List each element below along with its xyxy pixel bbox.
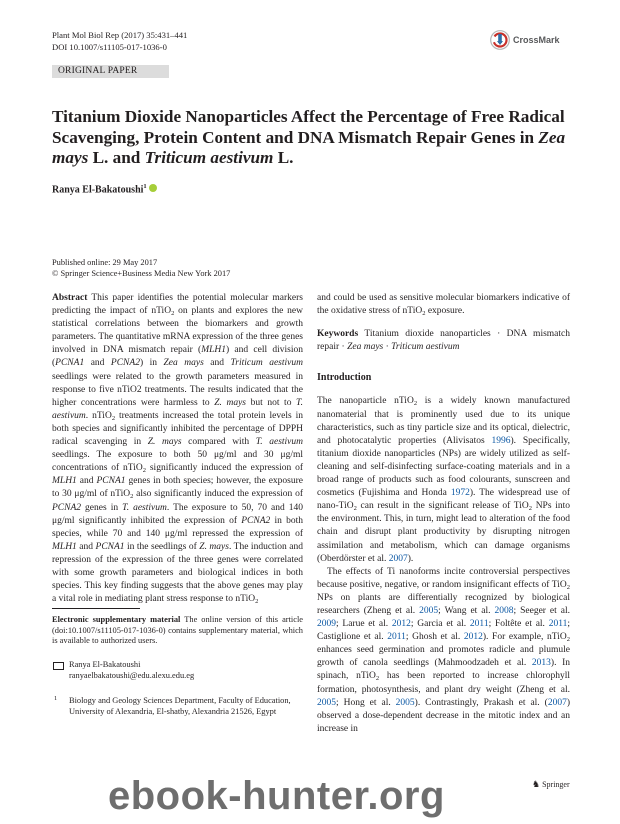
citation-link[interactable]: 2005	[317, 697, 336, 708]
crossmark-badge[interactable]	[490, 30, 570, 52]
citation-link[interactable]: 2012	[391, 619, 411, 630]
contact-name: Ranya El-Bakatoushi	[69, 660, 141, 669]
affiliation	[52, 696, 303, 717]
crossmark-label: CrossMark	[513, 35, 560, 45]
intro-paragraph-1: The nanoparticle nTiO$_2$ is a widely known manufactured nanomaterial that is prominently used due to its unique characteristics, such as tiny particle size and its optical, dielectric, and photocatalytic properties (Alivisatos 1996). Specifically, titanium dioxide nanoparticles (NPs) are widely utilized as self-cleaning and self-disinfecting surface-coating materials and in a broad range of products such as food colourants, sunscreen and cosmetics (Fujishima and Honda 1972). The widespread use of nano-TiO$_2$ can result in the significant release of TiO$_2$ NPs into the environment. This, in turn, might lead to alteration of the food chain and disrupt plant productivity by disrupting nitrogen assimilation and metabolism, which can damage organisms (Oberdörster et al. 2007).	[317, 396, 570, 564]
citation-link[interactable]: 2007	[388, 553, 408, 564]
footnote-rule	[52, 608, 140, 609]
author-name[interactable]: Ranya El-Bakatoushi	[52, 184, 144, 196]
author-affiliation-mark: 1	[143, 183, 147, 190]
copyright-line: © Springer Science+Business Media New York 2017	[52, 268, 231, 278]
affiliation-text: Biology and Geology Sciences Department, Faculty of Education, University of Alexandria, El-shatby, Alexandria 21526, Egypt	[69, 696, 291, 716]
keywords-label: Keywords	[317, 329, 359, 340]
species-name: Zea mays	[52, 127, 566, 168]
left-column	[52, 292, 303, 606]
abstract-label: Abstract	[52, 293, 88, 303]
citation-link[interactable]: 1996	[491, 435, 511, 446]
crossmark-icon	[490, 30, 510, 50]
citation-link[interactable]: 2013	[531, 658, 551, 669]
abstract: Abstract This paper identifies the potential molecular markers predicting the impact of nTiO$_2$ on plants and explores the new statistical correlations between the biomarkers and growth parameters. The quantitative mRNA expression of the three genes involved in DNA mismatch repair (MLH1) and cell division (PCNA1 and PCNA2) in Zea mays and Triticum aestivum seedlings were related to the growth parameters measured in response to five nTiO2 treatments. The results indicated that the higher concentrations were harmless to Z. mays but not to T. aestivum. nTiO$_2$ treatments increased the total protein levels in both species and significantly inhibited the percentage of DPPH radical scavenging in Z. mays compared with T. aestivum seedlings. The exposure to both 50 μg/ml and 30 μg/ml concentrations of nTiO$_2$ significantly induced the expression of MLH1 and PCNA1 genes in both species; however, the exposure to 30 μg/ml of nTiO$_2$ also significantly induced the expression of PCNA2 genes in T. aestivum. The exposure to 50, 70 and 140 μg/ml significantly inhibited the expression of PCNA2 in both species, while 70 and 140 μg/ml repressed the expression of MLH1 and PCNA1 in the seedlings of Z. mays. The induction and repression of the expression of the three genes were correlated with some growth parameters and biological indices in both species. This key finding suggests that the above genes may play a vital role in mediating plant stress response to nTiO$_2$	[52, 293, 304, 606]
publication-meta	[52, 258, 230, 280]
abstract-continued: and could be used as sensitive molecular biomarkers indicative of the oxidative stress of nTiO$_2$ exposure.	[317, 293, 570, 318]
author-line	[52, 183, 157, 195]
journal-citation: Plant Mol Biol Rep (2017) 35:431–441	[52, 30, 188, 40]
introduction-heading: Introduction	[317, 372, 372, 384]
paper-title: Titanium Dioxide Nanoparticles Affect the Percentage of Free Radical Scavenging, Protein Content and DNA Mismatch Repair Genes in Zea mays L. and Triticum aestivum L.	[52, 107, 566, 168]
right-column	[317, 292, 570, 736]
orcid-icon[interactable]	[149, 184, 157, 192]
citation-link[interactable]: 2011	[387, 632, 406, 643]
citation-link[interactable]: 2011	[469, 619, 489, 630]
section-tag: ORIGINAL PAPER	[52, 65, 169, 78]
journal-header	[52, 30, 187, 53]
envelope-icon	[53, 662, 64, 670]
contact-email[interactable]: ranyaelbakatoushi@edu.alexu.edu.eg	[69, 670, 195, 680]
citation-link[interactable]: 2011	[548, 619, 568, 630]
watermark: ebook-hunter.org	[108, 774, 445, 818]
published-date: Published online: 29 May 2017	[52, 258, 158, 267]
springer-logo: ♞ Springer	[532, 779, 570, 789]
citation-link[interactable]: 2005	[419, 605, 439, 616]
doi-line: DOI 10.1007/s11105-017-1036-0	[52, 41, 167, 52]
citation-link[interactable]: 2009	[317, 619, 336, 630]
citation-link[interactable]: 2012	[463, 632, 483, 643]
keywords: Keywords Titanium dioxide nanoparticles · DNA mismatch repair · Zea mays · Triticum aestivum	[317, 329, 570, 353]
intro-paragraph-2: The effects of Ti nanoforms incite controversial perspectives because positive, negative, or random insignificant effects of TiO$_2$ NPs on plants are differentially recognized by biological researchers (Zheng et al. 2005; Wang et al. 2008; Seeger et al. 2009; Larue et al. 2012; Garcia et al. 2011; Foltête et al. 2011; Castiglione et al. 2011; Ghosh et al. 2012). For example, nTiO$_2$ enhances seed germination and promotes radicle and plumule growth of canola seedlings (Mahmoodzadeh et al. 2013). In spinach, nTiO$_2$ has been reported to increase chlorophyll formation, photosynthesis, and plant dry weight (Zheng et al. 2005; Hong et al. 2005). Contrastingly, Prakash et al. (2007) observed a dose-dependent decrease in the mitotic index and an increase in	[317, 566, 570, 734]
correspondence	[52, 660, 303, 681]
citation-link[interactable]: 2005	[395, 697, 415, 708]
citation-link[interactable]: 2008	[494, 605, 514, 616]
citation-link[interactable]: 1972	[450, 488, 470, 499]
springer-horse-icon: ♞	[532, 779, 541, 789]
affiliation-number: 1	[54, 695, 58, 702]
citation-link[interactable]: 2007	[547, 697, 567, 708]
esm-footnote: Electronic supplementary material The online version of this article (doi:10.1007/s11105-017-1036-0) contains supplementary material, which is available to authorized users.	[52, 615, 303, 646]
species-name: Triticum aestivum	[144, 148, 274, 168]
